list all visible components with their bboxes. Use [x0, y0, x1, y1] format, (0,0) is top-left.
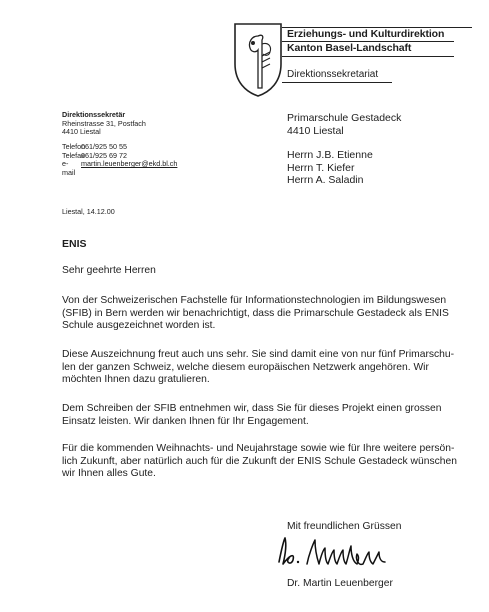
paragraph-line: Für die kommenden Weihnachts- und Neujahrstage sowie wie für Ihre weitere persön- — [62, 443, 455, 454]
recipient-city: 4410 Liestal — [287, 124, 344, 137]
letter-date: Liestal, 14.12.00 — [62, 207, 115, 216]
handwritten-signature — [271, 532, 391, 572]
letterhead-rule — [282, 56, 454, 57]
sender-city: 4410 Liestal — [62, 127, 101, 137]
recipient-person: Herrn T. Kiefer — [287, 161, 355, 174]
canton-coat-of-arms-icon — [232, 22, 284, 98]
salutation: Sehr geehrte Herren — [62, 265, 156, 276]
department-name: Erziehungs- und Kulturdirektion — [287, 28, 445, 40]
paragraph-line: (SFIB) in Bern werden wir benachrichtigt, dass die Primarschule Gestadeck als ENIS — [62, 307, 449, 319]
paragraph-line: len der ganzen Schweiz, welche diesem europäischen Netzwerk angehören. Wir — [62, 361, 429, 373]
signer-name: Dr. Martin Leuenberger — [287, 578, 393, 589]
closing: Mit freundlichen Grüssen — [287, 521, 402, 532]
letter-subject: ENIS — [62, 238, 87, 250]
paragraph-line: Schule ausgezeichnet worden ist. — [62, 320, 216, 332]
email-link[interactable]: martin.leuenberger@ekd.bl.ch — [81, 159, 178, 169]
email-label: e-mail — [62, 159, 76, 177]
paragraph — [62, 295, 462, 333]
sender-address — [62, 111, 146, 137]
canton-name: Kanton Basel-Landschaft — [287, 42, 412, 54]
paragraph-line: Einsatz leisten. Wir danken Ihnen für Ihr Engagement. — [62, 415, 309, 427]
paragraph-line: Von der Schweizerischen Fachstelle für Informationstechnologien im Bildungswesen — [62, 295, 447, 306]
office-name: Direktionssekretariat — [287, 69, 379, 80]
recipient-person: Herrn A. Saladin — [287, 174, 364, 186]
fax-number: 061/925 69 72 — [81, 150, 127, 160]
paragraph-line: Dem Schreiben der SFIB entnehmen wir, dass Sie für dieses Projekt einen grossen — [62, 403, 442, 414]
fax-label: Telefax — [62, 150, 85, 160]
paragraph-line: wir Ihnen alles Gute. — [62, 468, 156, 480]
sender-contact — [62, 143, 177, 177]
phone-number: 061/925 50 55 — [81, 142, 127, 151]
paragraph-line: Diese Auszeichnung freut auch uns sehr. Sie sind damit eine von nur fünf Primarschu- — [62, 349, 455, 360]
paragraph — [62, 403, 462, 428]
recipient-person: Herrn J.B. Etienne — [287, 149, 373, 161]
paragraph — [62, 349, 462, 387]
letterhead-rule — [282, 82, 392, 83]
recipient-address — [287, 112, 401, 187]
phone-label: Telefon — [62, 142, 86, 151]
paragraph — [62, 443, 462, 481]
sender-title: Direktionssekretär — [62, 110, 126, 119]
sender-street: Rheinstrasse 31, Postfach — [62, 118, 146, 128]
paragraph-line: lich Zukunft, aber natürlich auch für die Zukunft der ENIS Schule Gestadeck wünschen — [62, 455, 457, 467]
recipient-school: Primarschule Gestadeck — [287, 112, 402, 124]
paragraph-line: möchten Ihnen dazu gratulieren. — [62, 374, 210, 386]
